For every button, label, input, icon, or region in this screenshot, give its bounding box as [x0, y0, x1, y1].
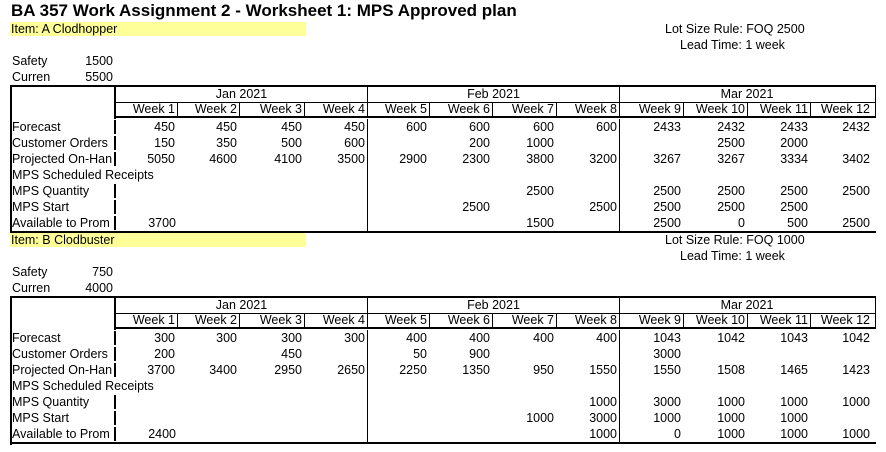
bottom-line [10, 442, 876, 444]
table-cell: 950 [533, 363, 554, 377]
week-header: Week 11 [759, 313, 808, 327]
table-cell: 1000 [589, 395, 617, 409]
week-header: Week 1 [132, 102, 175, 116]
right-border [875, 86, 876, 117]
week-header: Week 5 [384, 313, 427, 327]
table-cell: 2500 [717, 184, 745, 198]
week-header: Week 7 [511, 313, 554, 327]
month-header: Feb 2021 [467, 87, 520, 101]
table-cell: 2250 [399, 363, 427, 377]
table-cell: 3000 [653, 395, 681, 409]
row-label: Available to Prom [12, 427, 110, 441]
table-cell: 1042 [717, 331, 745, 345]
table-cell: 600 [596, 120, 617, 134]
row-label: MPS Quantity [12, 395, 90, 409]
week-underline [116, 116, 876, 118]
table-cell: 2500 [717, 200, 745, 214]
row-label: MPS Start [12, 200, 69, 214]
table-cell: 2000 [780, 136, 808, 150]
table-cell: 3267 [653, 152, 681, 166]
month-header: Jan 2021 [215, 87, 268, 101]
table-cell: 400 [469, 331, 490, 345]
safety-value: 750 [92, 265, 113, 279]
week-header: Week 8 [574, 102, 617, 116]
week-header: Week 4 [322, 313, 365, 327]
table-cell: 2500 [717, 136, 745, 150]
week-header: Week 5 [384, 102, 427, 116]
table-cell: 3500 [337, 152, 365, 166]
week-header: Week 12 [820, 313, 870, 327]
table-cell: 1000 [842, 427, 870, 441]
table-cell: 0 [738, 216, 745, 230]
table-cell: 3000 [589, 411, 617, 425]
table-cell: 1000 [717, 395, 745, 409]
table-cell: 2950 [274, 363, 302, 377]
table-cell: 300 [344, 331, 365, 345]
table-cell: 1000 [526, 411, 554, 425]
row-label: MPS Start [12, 411, 69, 425]
table-cell: 2433 [780, 120, 808, 134]
row-label: Available to Prom [12, 216, 110, 230]
table-cell: 3334 [780, 152, 808, 166]
week-header: Week 7 [511, 102, 554, 116]
row-label: Customer Orders [12, 347, 108, 361]
table-cell: 2500 [842, 184, 870, 198]
table-cell: 1550 [589, 363, 617, 377]
table-cell: 2500 [653, 200, 681, 214]
table-cell: 2433 [653, 120, 681, 134]
table-cell: 1000 [526, 136, 554, 150]
atp-initial: 2400 [148, 427, 176, 441]
table-cell: 3800 [526, 152, 554, 166]
safety-label: Safety [12, 265, 48, 279]
month-header: Feb 2021 [467, 298, 520, 312]
table-cell: 1000 [717, 411, 745, 425]
week-header: Week 8 [574, 313, 617, 327]
table-cell: 1000 [780, 427, 808, 441]
table-cell: 1000 [589, 427, 617, 441]
week-header: Week 2 [194, 313, 237, 327]
current-value: 4000 [85, 281, 113, 295]
table-cell: 1043 [653, 331, 681, 345]
row-label: MPS Quantity [12, 184, 90, 198]
week-header: Week 6 [447, 102, 490, 116]
table-cell: 4100 [274, 152, 302, 166]
item-label: Item: A Clodhopper [10, 22, 306, 36]
table-cell: 2432 [717, 120, 745, 134]
safety-label: Safety [12, 54, 48, 68]
item-label: Item: B Clodbuster [10, 233, 306, 247]
row-label: Projected On-Han [12, 363, 113, 377]
table-cell: 200 [154, 347, 175, 361]
table-cell: 1042 [842, 331, 870, 345]
table-cell: 2650 [337, 363, 365, 377]
table-cell: 900 [469, 347, 490, 361]
table-cell: 0 [674, 427, 681, 441]
month-header: Jan 2021 [215, 298, 268, 312]
safety-value: 1500 [85, 54, 113, 68]
table-cell: 2500 [462, 200, 490, 214]
table-cell: 2500 [780, 184, 808, 198]
week-header: Week 2 [194, 102, 237, 116]
table-cell: 1550 [653, 363, 681, 377]
table-cell: 300 [216, 331, 237, 345]
table-cell: 1508 [717, 363, 745, 377]
table-cell: 450 [216, 120, 237, 134]
worksheet-title: BA 357 Work Assignment 2 - Worksheet 1: MPS Approved plan [11, 1, 517, 20]
row-label: Forecast [12, 331, 61, 345]
table-cell: 3267 [717, 152, 745, 166]
right-border [875, 297, 876, 328]
week-header: Week 10 [695, 313, 745, 327]
table-cell: 2500 [653, 216, 681, 230]
row-label: MPS Scheduled Receipts [12, 379, 154, 393]
table-cell: 450 [281, 347, 302, 361]
table-cell: 500 [787, 216, 808, 230]
table-cell: 2432 [842, 120, 870, 134]
month-divider-lower [619, 119, 620, 231]
table-cell: 4600 [209, 152, 237, 166]
table-cell: 400 [533, 331, 554, 345]
table-cell: 350 [216, 136, 237, 150]
table-cell: 1465 [780, 363, 808, 377]
row-label-tick [114, 184, 116, 198]
table-cell: 3000 [653, 347, 681, 361]
lead-time: Lead Time: 1 week [680, 249, 785, 263]
table-cell: 2500 [653, 184, 681, 198]
table-cell: 500 [281, 136, 302, 150]
lot-size-rule: Lot Size Rule: FOQ 2500 [665, 22, 805, 36]
month-divider-lower [367, 119, 368, 231]
table-cell: 450 [154, 120, 175, 134]
lot-size-rule: Lot Size Rule: FOQ 1000 [665, 233, 805, 247]
table-cell: 3400 [209, 363, 237, 377]
current-label: Curren [12, 70, 51, 84]
table-cell: 1500 [526, 216, 554, 230]
week-header: Week 3 [259, 313, 302, 327]
table-cell: 1000 [717, 427, 745, 441]
week-underline [116, 327, 876, 329]
table-cell: 1000 [653, 411, 681, 425]
table-cell: 400 [406, 331, 427, 345]
table-cell: 2500 [526, 184, 554, 198]
current-value: 5500 [85, 70, 113, 84]
table-cell: 1043 [780, 331, 808, 345]
week-header: Week 6 [447, 313, 490, 327]
table-cell: 3700 [147, 363, 175, 377]
table-cell: 1000 [780, 395, 808, 409]
row-label-tick [114, 411, 116, 425]
table-cell: 1000 [780, 411, 808, 425]
table-cell: 1000 [842, 395, 870, 409]
table-cell: 2300 [462, 152, 490, 166]
table-cell: 600 [344, 136, 365, 150]
row-label-tick [114, 395, 116, 409]
table-cell: 1423 [842, 363, 870, 377]
week-header: Week 9 [638, 102, 681, 116]
table-cell: 400 [596, 331, 617, 345]
month-header: Mar 2021 [720, 298, 774, 312]
table-cell: 600 [406, 120, 427, 134]
table-cell: 450 [344, 120, 365, 134]
week-header: Week 3 [259, 102, 302, 116]
week-header: Week 12 [820, 102, 870, 116]
table-cell: 2900 [399, 152, 427, 166]
lead-time: Lead Time: 1 week [680, 38, 785, 52]
week-header: Week 1 [132, 313, 175, 327]
row-label: Projected On-Han [12, 152, 113, 166]
table-cell: 2500 [842, 216, 870, 230]
table-cell: 600 [469, 120, 490, 134]
week-header: Week 4 [322, 102, 365, 116]
table-cell: 50 [413, 347, 427, 361]
table-cell: 2500 [780, 200, 808, 214]
week-header: Week 9 [638, 313, 681, 327]
row-label: Forecast [12, 120, 61, 134]
row-label-tick [114, 200, 116, 214]
table-cell: 3402 [842, 152, 870, 166]
current-label: Curren [12, 281, 51, 295]
atp-initial: 3700 [148, 216, 176, 230]
table-cell: 450 [281, 120, 302, 134]
row-label: Customer Orders [12, 136, 108, 150]
week-header: Week 11 [759, 102, 808, 116]
table-cell: 200 [469, 136, 490, 150]
table-cell: 2500 [589, 200, 617, 214]
week-header: Week 10 [695, 102, 745, 116]
month-header: Mar 2021 [720, 87, 774, 101]
row-label: MPS Scheduled Receipts [12, 168, 154, 182]
table-cell: 300 [281, 331, 302, 345]
table-cell: 600 [533, 120, 554, 134]
table-cell: 300 [154, 331, 175, 345]
table-cell: 5050 [147, 152, 175, 166]
table-cell: 150 [154, 136, 175, 150]
table-cell: 3200 [589, 152, 617, 166]
table-cell: 1350 [462, 363, 490, 377]
